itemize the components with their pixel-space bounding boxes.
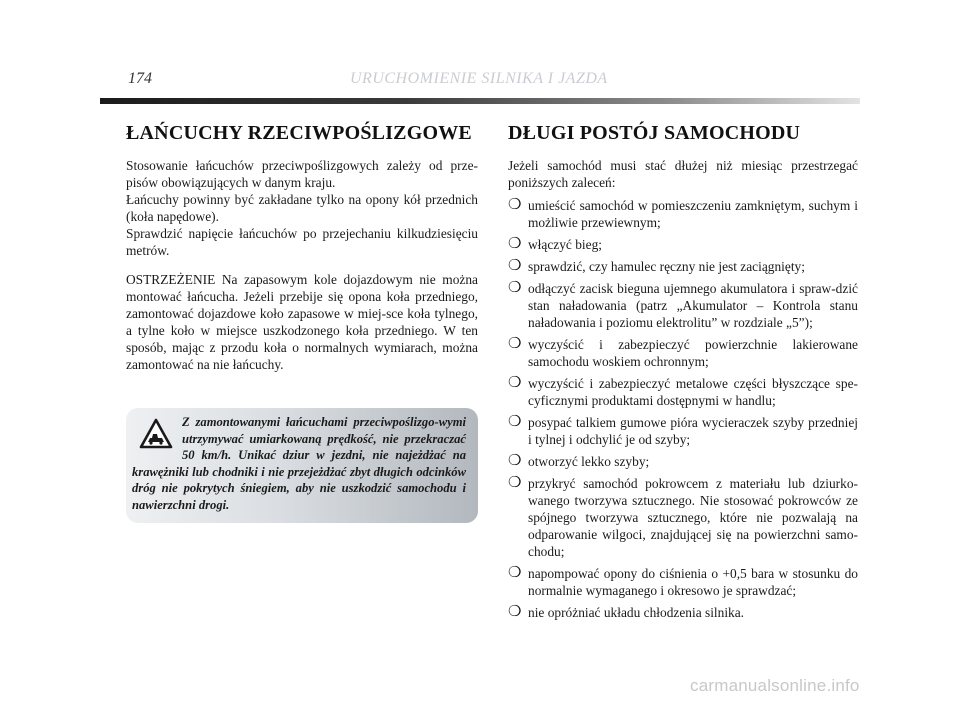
right-column: [508, 122, 858, 626]
bullet-circle-icon: ❍: [508, 336, 522, 352]
list-item: ❍ nie opróżniać układu chłodzenia silnika.: [508, 604, 745, 620]
bullet-circle-icon: ❍: [508, 414, 522, 430]
bullet-circle-icon: ❍: [508, 565, 522, 581]
caution-note: OSTRZEŻENIE Na zapasowym kole dojazdowym nie można montować łańcucha. Jeżeli przebije się opona koła przedniego, zamontować dojazdowe koło zapasowe w miej-sce koła tylnego, a tylne koło w miejsce uszkodzonego koła przedniego. W ten sposób, mając z przodu koła o normalnych wymiarach, można zamontować na nie łańcuchy.: [126, 272, 478, 372]
warning-box: [126, 408, 478, 523]
page-number: 174: [128, 70, 152, 87]
intro-paragraph: Jeżeli samochód musi stać dłużej niż miesiąc przestrzegać poniższych zaleceń:: [508, 158, 858, 190]
list-item: ❍ umieścić samochód w pomieszczeniu zamkniętym, suchym i możliwie przewiewnym;: [508, 197, 858, 230]
bullet-circle-icon: ❍: [508, 375, 522, 391]
bullet-circle-icon: ❍: [508, 197, 522, 213]
warning-text: Z zamontowanymi łańcuchami przeciwpoślizgo-wymi utrzymywać umiarkowaną prędkość, nie przekraczać 50 km/h. Unikać dziur w jezdni, nie najeżdżać na krawężniki lub chodniki i nie przejeżdżać zbyt długich odcinków dróg nie pokrytych śniegiem, aby nie uszkodzić samochodu i nawierzchni drogi.: [132, 415, 466, 512]
storage-checklist: [508, 197, 858, 621]
bullet-circle-icon: ❍: [508, 453, 522, 469]
list-item: ❍ przykryć samochód pokrowcem z materiału lub dziurko-wanego tworzywa sztucznego. Nie stosować pokrowców ze spójnego tworzywa sztucznego, które nie pozwalają na odparowanie wilgoci, znajdującej się na powierzchni samo-chodu;: [508, 475, 858, 559]
bullet-circle-icon: ❍: [508, 280, 522, 296]
list-item: ❍ włączyć bieg;: [508, 236, 602, 252]
section-title-snow-chains: ŁAŃCUCHY RZECIWPOŚLIZGOWE: [126, 122, 472, 144]
list-item: ❍ odłączyć zacisk bieguna ujemnego akumulatora i spraw-dzić stan naładowania (patrz „Akumulator – Kontrola stanu naładowania i poziomu elektrolitu” w rozdziale „5”);: [508, 280, 858, 330]
left-column: [126, 122, 478, 373]
bullet-circle-icon: ❍: [508, 475, 522, 491]
section-title-long-storage: DŁUGI POSTÓJ SAMOCHODU: [508, 122, 801, 144]
running-header: URUCHOMIENIE SILNIKA I JAZDA: [350, 70, 608, 87]
paragraph: Stosowanie łańcuchów przeciwpoślizgowych zależy od prze-pisów obowiązujących w danym kraju.: [126, 158, 478, 190]
header-rule: [100, 98, 860, 104]
list-item: ❍ napompować opony do ciśnienia o +0,5 bara w stosunku do normalnie wymaganego i okresowo je sprawdzać;: [508, 565, 858, 598]
watermark: carmanualsonline.info: [690, 676, 860, 695]
paragraph: Sprawdzić napięcie łańcuchów po przejechaniu kilkudziesięciu metrów.: [126, 226, 478, 258]
paragraph: Łańcuchy powinny być zakładane tylko na opony kół przednich (koła napędowe).: [126, 192, 478, 224]
bullet-circle-icon: ❍: [508, 236, 522, 252]
list-item: ❍ posypać talkiem gumowe pióra wycieraczek szyby przedniej i tylnej i odchylić je od szyby;: [508, 414, 858, 447]
bullet-circle-icon: ❍: [508, 258, 522, 274]
bullet-circle-icon: ❍: [508, 604, 522, 620]
list-item: ❍ wyczyścić i zabezpieczyć metalowe części błyszczące spe-cyficznymi produktami dostępnymi w handlu;: [508, 375, 858, 408]
list-item: ❍ sprawdzić, czy hamulec ręczny nie jest zaciągnięty;: [508, 258, 805, 274]
list-item: ❍ otworzyć lekko szyby;: [508, 453, 650, 469]
list-item: ❍ wyczyścić i zabezpieczyć powierzchnie lakierowane samochodu woskiem ochronnym;: [508, 336, 858, 369]
